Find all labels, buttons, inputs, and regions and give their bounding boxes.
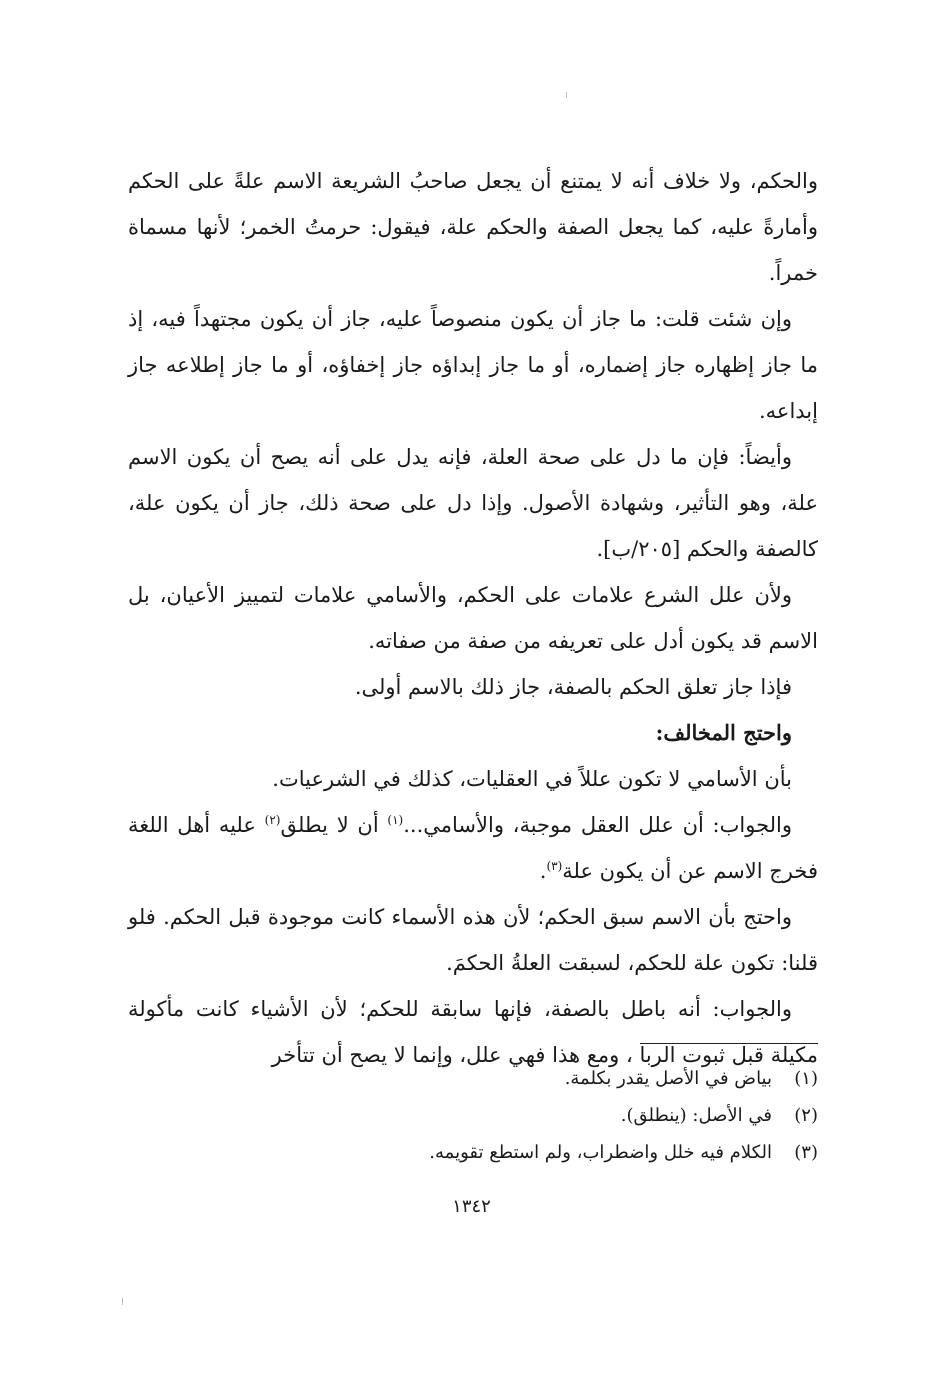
page-number: ١٣٤٢: [452, 1196, 491, 1217]
footnote-text: بياض في الأصل يقدر بكلمة.: [564, 1068, 772, 1089]
scan-speck: [122, 1298, 123, 1305]
paragraph-8-part-c: عليه أهل اللغة فخرج الاسم عن أن يكون علة: [128, 813, 818, 883]
footnote-number: (٢): [794, 1105, 818, 1126]
paragraph-10: والجواب: أنه باطل بالصفة، فإنها سابقة للحكم؛ لأن الأشياء كانت مأكولة مكيلة قبل ثبوت الربا ، ومع هذا فهي علل، وإنما لا يصح أن تتأخر: [128, 997, 818, 1067]
paragraph-2: وإن شئت قلت: ما جاز أن يكون منصوصاً عليه، جاز أن يكون مجتهداً فيه، إذ ما جاز إظهاره جاز إضماره، أو ما جاز إبداؤه جاز إخفاؤه، أو ما جاز إطلاعه جاز إبداعه.: [128, 307, 818, 423]
footnote-number: (٣): [794, 1142, 818, 1163]
section-heading: واحتج المخالف:: [655, 720, 792, 745]
footnotes: [128, 1060, 818, 1171]
paragraph-4: ولأن علل الشرع علامات على الحكم، والأسامي علامات لتمييز الأعيان، بل الاسم قد يكون أدل على تعريفه من صفة من صفاته.: [128, 583, 818, 653]
footnote-2: [128, 1097, 818, 1134]
paragraph-8-part-a: والجواب: أن علل العقل موجبة، والأسامي...: [403, 813, 793, 837]
footnote-text: في الأصل: (ينطلق).: [620, 1105, 772, 1126]
footnote-ref-3: (٣): [546, 859, 563, 873]
paragraph-7: بأن الأسامي لا تكون عللاً في العقليات، كذلك في الشرعيات.: [272, 767, 792, 791]
footnote-3: [128, 1134, 818, 1171]
paragraph-8: [128, 802, 818, 894]
main-text: [128, 158, 818, 1078]
paragraph-9: واحتج بأن الاسم سبق الحكم؛ لأن هذه الأسماء كانت موجودة قبل الحكم. فلو قلنا: تكون علة للحكم، لسبقت العلةُ الحكمَ.: [128, 905, 818, 975]
paragraph-5: فإذا جاز تعلق الحكم بالصفة، جاز ذلك بالاسم أولى.: [354, 675, 792, 699]
scan-speck: [566, 92, 567, 98]
paragraph-3: وأيضاً: فإن ما دل على صحة العلة، فإنه يدل على أنه يصح أن يكون الاسم علة، وهو التأثير، وشهادة الأصول. وإذا دل على صحة ذلك، جاز أن يكون علة، كالصفة والحكم [٢٠٥/ب].: [128, 445, 818, 561]
paragraph-1: والحكم، ولا خلاف أنه لا يمتنع أن يجعل صاحبُ الشريعة الاسم علةً على الحكم وأمارةً عليه، كما يجعل الصفة والحكم علة، فيقول: حرمتُ الخمر؛ لأنها مسماة خمراً.: [128, 169, 818, 285]
footnote-1: [128, 1060, 818, 1097]
footnote-separator: [640, 1043, 818, 1044]
paragraph-8-part-b: أن لا يطلق: [280, 813, 388, 837]
footnote-number: (١): [794, 1068, 818, 1089]
footnote-text: الكلام فيه خلل واضطراب، ولم استطع تقويمه.: [429, 1142, 772, 1163]
footnote-ref-2: (٢): [264, 813, 281, 827]
footnote-ref-1: (١): [387, 813, 404, 827]
paragraph-8-part-d: .: [539, 859, 547, 883]
